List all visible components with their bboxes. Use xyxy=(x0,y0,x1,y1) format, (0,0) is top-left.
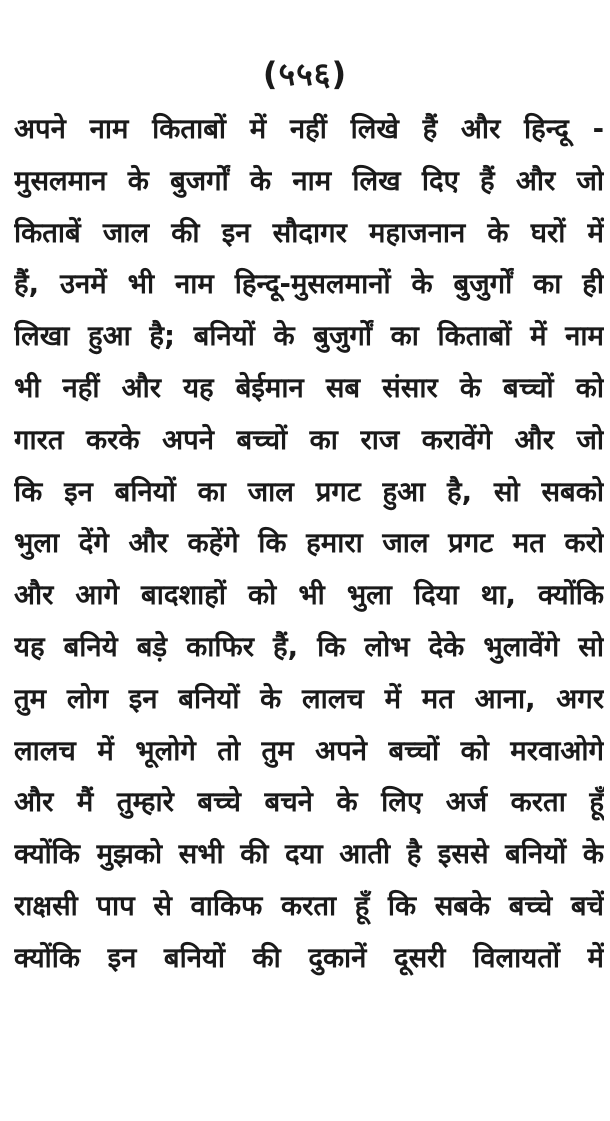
text-line-6: भी नहीं और यह बेईमान सब संसार के बच्चों को xyxy=(14,371,604,404)
text-line-5: लिखा हुआ है; बनियों के बुजुर्गों का किताबों में नाम xyxy=(14,320,604,353)
text-line-17: क्योंकि इन बनियों की दुकानें दूसरी विलायतों में xyxy=(14,941,604,974)
page-number: (५५६) xyxy=(262,55,348,93)
page-body-text xyxy=(14,104,604,985)
text-line-4: हैं, उनमें भी नाम हिन्दू-मुसलमानों के बुजुर्गों का ही xyxy=(14,268,604,301)
text-line-14: और मैं तुम्हारे बच्चे बचने के लिए अर्ज करता हूँ xyxy=(14,786,604,819)
text-line-7: गारत करके अपने बच्चों का राज करावेंगे और जो xyxy=(14,423,604,456)
text-line-2: मुसलमान के बुजर्गों के नाम लिख दिए हैं और जो xyxy=(14,164,604,197)
text-line-13: लालच में भूलोगे तो तुम अपने बच्चों को मरवाओगे xyxy=(14,734,604,767)
text-line-1: अपने नाम किताबों में नहीं लिखे हैं और हिन्दू - xyxy=(14,113,604,145)
text-line-9: भुला देंगे और कहेंगे कि हमारा जाल प्रगट मत करो xyxy=(14,527,604,560)
text-line-15: क्योंकि मुझको सभी की दया आती है इससे बनियों के xyxy=(14,838,604,871)
text-line-3: किताबें जाल की इन सौदागर महाजनान के घरों में xyxy=(14,216,604,249)
text-line-10: और आगे बादशाहों को भी भुला दिया था, क्योंकि xyxy=(14,579,604,612)
text-line-8: कि इन बनियों का जाल प्रगट हुआ है, सो सबको xyxy=(14,475,604,508)
text-line-12: तुम लोग इन बनियों के लालच में मत आना, अगर xyxy=(14,682,604,715)
text-line-16: राक्षसी पाप से वाकिफ करता हूँ कि सबके बच्चे बचें xyxy=(14,889,604,922)
text-line-11: यह बनिये बड़े काफिर हैं, कि लोभ देके भुलावेंगे सो xyxy=(14,630,604,663)
